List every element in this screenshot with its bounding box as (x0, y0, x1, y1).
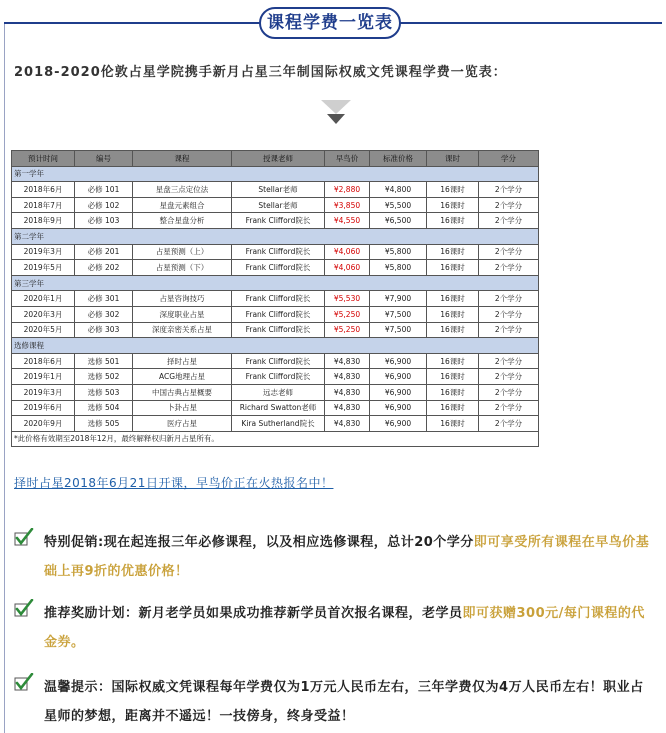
table-cell: ¥6,500 (370, 213, 427, 229)
table-cell: 选修 502 (75, 369, 133, 385)
section-title: 选修课程 (12, 338, 539, 354)
table-cell: Frank Clifford院长 (232, 306, 325, 322)
table-cell: Frank Clifford院长 (232, 260, 325, 276)
table-cell: 深度职业占星 (133, 306, 232, 322)
table-cell: 星盘元素组合 (133, 197, 232, 213)
column-header: 授课老师 (232, 151, 325, 167)
table-cell: ¥5,800 (370, 260, 427, 276)
table-cell: 16课时 (427, 322, 479, 338)
table-cell: 16课时 (427, 353, 479, 369)
table-cell: ¥6,900 (370, 400, 427, 416)
section-row (12, 275, 539, 291)
checkmark-icon (14, 673, 34, 691)
table-cell: Frank Clifford院长 (232, 213, 325, 229)
table-cell: 必修 102 (75, 197, 133, 213)
column-header: 早鸟价 (325, 151, 370, 167)
frame-left-border (4, 22, 5, 733)
table-row (12, 213, 539, 229)
bullet-text: 特别促销:现在起连报三年必修课程，以及相应选修课程，总计20个学分即可享受所有课程在早鸟价基础上再9折的优惠价格！ (44, 535, 650, 579)
table-cell: 星盘三点定位法 (133, 182, 232, 198)
table-cell: ¥7,500 (370, 306, 427, 322)
table-cell: 占星咨询技巧 (133, 291, 232, 307)
table-cell: 选修 501 (75, 353, 133, 369)
table-cell: ¥2,880 (325, 182, 370, 198)
table-cell: Frank Clifford院长 (232, 291, 325, 307)
section-title: 第一学年 (12, 166, 539, 182)
table-cell: 2020年5月 (12, 322, 75, 338)
section-row (12, 228, 539, 244)
table-cell: 2个学分 (479, 322, 539, 338)
table-cell: ¥4,830 (325, 384, 370, 400)
footnote-row (12, 431, 539, 447)
table-row (12, 353, 539, 369)
section-title: 第三学年 (12, 275, 539, 291)
table-cell: 2019年1月 (12, 369, 75, 385)
table-cell: 16课时 (427, 400, 479, 416)
table-cell: 2019年3月 (12, 384, 75, 400)
table-footnote: *此价格有效期至2018年12月，最终解释权归新月占星所有。 (12, 431, 539, 447)
table-cell: 2019年6月 (12, 400, 75, 416)
bullet-text: 温馨提示：国际权威文凭课程每年学费仅为1万元人民币左右，三年学费仅为4万人民币左右！职业占星师的梦想，距离并不遥远！一技傍身，终身受益！ (44, 680, 644, 724)
table-cell: 2020年1月 (12, 291, 75, 307)
table-cell: 选修 504 (75, 400, 133, 416)
table-cell: 医疗占星 (133, 416, 232, 432)
table-cell: ¥6,900 (370, 369, 427, 385)
table-cell: 16课时 (427, 182, 479, 198)
bullet-text: 推荐奖励计划：新月老学员如果成功推荐新学员首次报名课程，老学员即可获赠300元/每门课程的代金券。 (44, 606, 645, 650)
table-cell: 必修 302 (75, 306, 133, 322)
table-cell: 2018年6月 (12, 353, 75, 369)
checkmark-icon (14, 528, 34, 546)
table-cell: ACG地理占星 (133, 369, 232, 385)
table-cell: ¥5,530 (325, 291, 370, 307)
section-title: 第二学年 (12, 228, 539, 244)
table-row (12, 369, 539, 385)
table-cell: 占星预测（下） (133, 260, 232, 276)
table-row (12, 400, 539, 416)
table-cell: ¥5,800 (370, 244, 427, 260)
table-cell: 2020年3月 (12, 306, 75, 322)
table-cell: Stellar老师 (232, 182, 325, 198)
table-cell: 2个学分 (479, 213, 539, 229)
table-cell: ¥7,900 (370, 291, 427, 307)
table-cell: 2个学分 (479, 369, 539, 385)
table-cell: ¥4,830 (325, 369, 370, 385)
column-header: 预计时间 (12, 151, 75, 167)
table-cell: ¥5,500 (370, 197, 427, 213)
table-cell: 选修 503 (75, 384, 133, 400)
table-cell: ¥4,830 (325, 416, 370, 432)
table-cell: 占星预测（上） (133, 244, 232, 260)
table-cell: 必修 101 (75, 182, 133, 198)
table-cell: 2个学分 (479, 416, 539, 432)
table-cell: ¥4,060 (325, 244, 370, 260)
table-cell: Richard Swatton老师 (232, 400, 325, 416)
table-cell: ¥6,900 (370, 416, 427, 432)
table-row (12, 197, 539, 213)
column-header: 标准价格 (370, 151, 427, 167)
table-cell: 2个学分 (479, 197, 539, 213)
table-cell: ¥5,250 (325, 322, 370, 338)
table-cell: ¥6,900 (370, 384, 427, 400)
table-cell: 必修 201 (75, 244, 133, 260)
table-cell: Frank Clifford院长 (232, 322, 325, 338)
fee-table (11, 150, 539, 447)
table-row (12, 322, 539, 338)
table-row (12, 182, 539, 198)
column-header: 课程 (133, 151, 232, 167)
down-arrow-icon (321, 100, 351, 128)
table-cell: 2个学分 (479, 384, 539, 400)
table-cell: 2020年9月 (12, 416, 75, 432)
table-cell: 2个学分 (479, 260, 539, 276)
table-cell: Frank Clifford院长 (232, 244, 325, 260)
table-cell: 2018年7月 (12, 197, 75, 213)
table-cell: 2019年5月 (12, 260, 75, 276)
table-cell: 16课时 (427, 306, 479, 322)
table-cell: 16课时 (427, 291, 479, 307)
table-header-row (12, 151, 539, 167)
table-row (12, 416, 539, 432)
table-cell: 卜卦占星 (133, 400, 232, 416)
table-cell: 2019年3月 (12, 244, 75, 260)
table-cell: 2个学分 (479, 244, 539, 260)
table-cell: 深度亲密关系占星 (133, 322, 232, 338)
table-cell: 2个学分 (479, 306, 539, 322)
section-row (12, 166, 539, 182)
table-cell: Frank Clifford院长 (232, 369, 325, 385)
table-cell: 2个学分 (479, 400, 539, 416)
table-cell: ¥5,250 (325, 306, 370, 322)
table-cell: 2个学分 (479, 182, 539, 198)
table-cell: 必修 303 (75, 322, 133, 338)
table-cell: 必修 202 (75, 260, 133, 276)
column-header: 编号 (75, 151, 133, 167)
intro-text: 2018-2020伦敦占星学院携手新月占星三年制国际权威文凭课程学费一览表： (14, 65, 507, 80)
section-row (12, 338, 539, 354)
table-cell: Kira Sutherland院长 (232, 416, 325, 432)
table-row (12, 306, 539, 322)
table-cell: Frank Clifford院长 (232, 353, 325, 369)
promo-link[interactable]: 择时占星2018年6月21日开课，早鸟价正在火热报名中！ (14, 476, 334, 490)
column-header: 课时 (427, 151, 479, 167)
table-cell: 必修 103 (75, 213, 133, 229)
table-cell: 选修 505 (75, 416, 133, 432)
table-cell: 16课时 (427, 260, 479, 276)
table-cell: 2018年9月 (12, 213, 75, 229)
page-title: 课程学费一览表 (259, 7, 401, 39)
table-cell: 中国古典占星概要 (133, 384, 232, 400)
table-cell: ¥4,800 (370, 182, 427, 198)
table-cell: 2个学分 (479, 291, 539, 307)
table-row (12, 260, 539, 276)
table-cell: ¥4,550 (325, 213, 370, 229)
table-cell: 16课时 (427, 244, 479, 260)
table-cell: 整合星盘分析 (133, 213, 232, 229)
table-row (12, 244, 539, 260)
table-row (12, 384, 539, 400)
table-cell: ¥4,830 (325, 400, 370, 416)
table-cell: 远志老师 (232, 384, 325, 400)
table-row (12, 291, 539, 307)
column-header: 学分 (479, 151, 539, 167)
table-cell: ¥7,500 (370, 322, 427, 338)
table-cell: ¥4,060 (325, 260, 370, 276)
table-cell: 2018年6月 (12, 182, 75, 198)
table-cell: 择时占星 (133, 353, 232, 369)
table-cell: Stellar老师 (232, 197, 325, 213)
table-cell: ¥3,850 (325, 197, 370, 213)
table-cell: 16课时 (427, 197, 479, 213)
table-cell: 16课时 (427, 213, 479, 229)
table-cell: ¥6,900 (370, 353, 427, 369)
table-cell: 16课时 (427, 416, 479, 432)
table-cell: 2个学分 (479, 353, 539, 369)
table-cell: 16课时 (427, 384, 479, 400)
table-cell: 必修 301 (75, 291, 133, 307)
table-cell: ¥4,830 (325, 353, 370, 369)
table-cell: 16课时 (427, 369, 479, 385)
checkmark-icon (14, 599, 34, 617)
